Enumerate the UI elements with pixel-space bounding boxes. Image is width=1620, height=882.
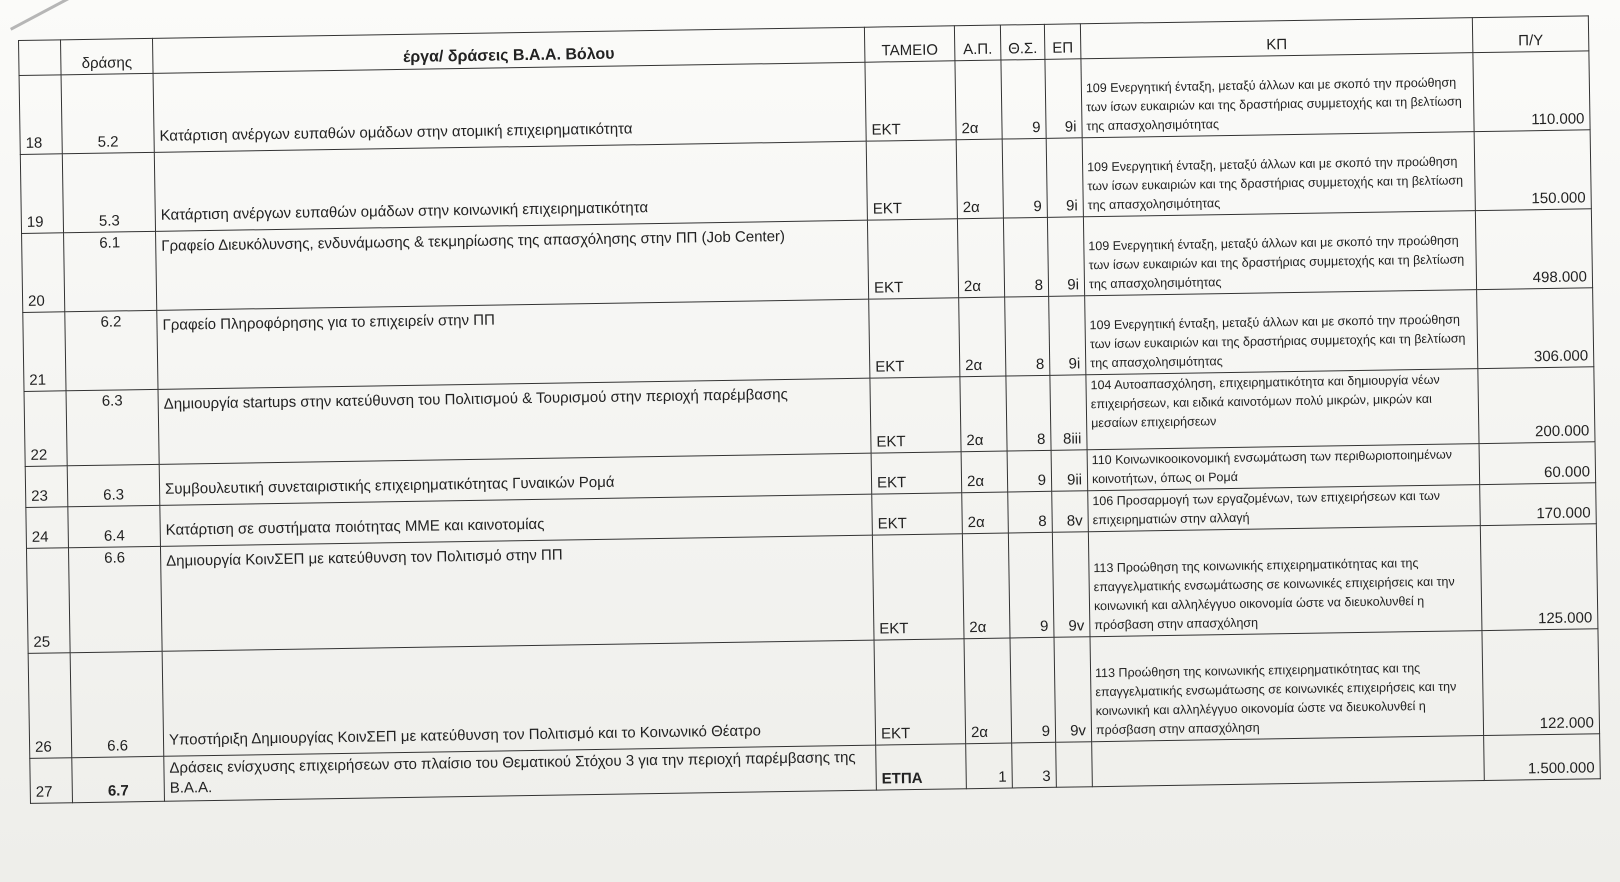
header-fund: ΤΑΜΕΙΟ	[864, 26, 955, 62]
budget: 60.000	[1479, 442, 1596, 485]
priority-axis: 2α	[960, 376, 1007, 452]
intervention-category: 110 Κοινωνικοοικονομική ενσωμάτωση των περιθωριοποιημένων κοινοτήτων, όπως οι Ρομά	[1087, 444, 1480, 491]
project-title: Δράσεις ενίσχυσης επιχειρήσεων στο πλαίσιο του Θεματικού Στόχου 3 για την περιοχή παρέμβασης της Β.Α.Α.	[164, 745, 877, 801]
fund: ΕΚΤ	[872, 534, 964, 640]
action-code: 5.2	[61, 73, 154, 153]
intervention-category: 106 Προσαρμογή των εργαζομένων, των επιχειρήσεων και των επιχειρηματιών στην αλλαγή	[1088, 485, 1481, 532]
priority-axis: 2α	[957, 218, 1004, 298]
project-title: Κατάρτιση ανέργων ευπαθών ομάδων στην ατομική επιχειρηματικότητα	[153, 62, 866, 152]
header-no	[19, 40, 62, 76]
fund: ΕΚΤ	[865, 61, 956, 141]
investment-priority: 9i	[1049, 296, 1086, 376]
priority-axis: 2α	[959, 297, 1006, 377]
intervention-category: 113 Προώθηση της κοινωνικής επιχειρηματικότητας και της επαγγελματικής ενσωμάτωσης σε κοινωνικές επιχειρήσεις και την κοινωνική και αλληλέγγυο οικονομία ώστε να διευκολυνθεί η πρόσβαση στην απασχόληση	[1090, 631, 1484, 742]
investment-priority: 9i	[1046, 138, 1083, 218]
project-title: Δημιουργία ΚοινΣΕΠ με κατεύθυνση τον Πολιτισμό στην ΠΠ	[160, 535, 874, 651]
header-title: έργα/ δράσεις Β.Α.Α. Βόλου	[152, 27, 864, 73]
budget: 306.000	[1477, 288, 1594, 369]
document-sheet	[18, 15, 1601, 804]
thematic-objective: 8	[1003, 217, 1048, 297]
header-py: Π/Υ	[1472, 16, 1589, 53]
investment-priority: 9v	[1054, 637, 1092, 743]
fund: ΕΚΤ	[871, 452, 962, 494]
thematic-objective: 3	[1012, 742, 1057, 788]
intervention-category: 113 Προώθηση της κοινωνικής επιχειρηματικότητας και της επαγγελματικής ενσωμάτωσης σε κοινωνικές επιχειρήσεις και την κοινωνική και αλληλέγγυο οικονομία ώστε να διευκολυνθεί η πρόσβαση στην απασχόληση	[1088, 526, 1482, 637]
action-code: 5.3	[62, 152, 155, 232]
project-title: Υποστήριξη Δημιουργίας ΚοινΣΕΠ με κατεύθυνση τον Πολιτισμό και το Κοινωνικό Θέατρο	[162, 640, 876, 756]
fund: ΕΚΤ	[869, 298, 960, 378]
intervention-category: 109 Ενεργητική ένταξη, μεταξύ άλλων και με σκοπό την προώθηση των ίσων ευκαιριών και της δραστήριας συμμετοχής και τη βελτίωση της απασχολησιμότητας	[1083, 211, 1476, 296]
fund: ΕΤΠΑ	[876, 744, 967, 790]
action-code: 6.3	[66, 389, 159, 465]
fund: ΕΚΤ	[872, 493, 963, 535]
row-number: 20	[22, 233, 65, 313]
budget: 125.000	[1480, 524, 1598, 631]
priority-axis: 2α	[962, 533, 1010, 639]
pen-stroke	[10, 0, 162, 31]
thematic-objective: 9	[1001, 59, 1046, 139]
priority-axis: 2α	[956, 139, 1003, 219]
fund: ΕΚΤ	[874, 639, 966, 745]
action-code: 6.7	[72, 756, 165, 802]
action-code: 6.3	[67, 464, 160, 506]
row-number: 22	[24, 391, 67, 467]
priority-axis: 2α	[964, 638, 1012, 744]
row-number: 21	[23, 312, 66, 392]
budget: 498.000	[1475, 209, 1592, 290]
intervention-category: 109 Ενεργητική ένταξη, μεταξύ άλλων και με σκοπό την προώθηση των ίσων ευκαιριών και της δραστήριας συμμετοχής και τη βελτίωση της απασχολησιμότητας	[1082, 132, 1475, 217]
investment-priority	[1056, 742, 1093, 788]
fund: ΕΚΤ	[866, 140, 957, 220]
project-title: Συμβουλευτική συνεταιριστικής επιχειρηματικότητας Γυναικών Ρομά	[159, 453, 872, 505]
row-number: 24	[26, 507, 69, 549]
budget: 200.000	[1478, 367, 1595, 444]
fund: ΕΚΤ	[867, 219, 958, 299]
row-number: 27	[30, 758, 73, 804]
row-number: 26	[28, 653, 72, 759]
row-number: 19	[20, 154, 63, 234]
thematic-objective: 9	[1007, 450, 1052, 492]
investment-priority: 8v	[1052, 491, 1089, 533]
intervention-category: 104 Αυτοαπασχόληση, επιχειρηματικότητα και δημιουργία νέων επιχειρήσεων, και ειδικά καινοτόμων πολύ μικρών, μικρών και μεσαίων επιχειρήσεων	[1086, 369, 1479, 450]
projects-table	[18, 15, 1601, 804]
header-kp: ΚΠ	[1080, 18, 1473, 59]
budget: 1.500.000	[1484, 734, 1601, 781]
row-number: 18	[19, 75, 62, 155]
project-title: Κατάρτιση σε συστήματα ποιότητας ΜΜΕ και καινοτομίας	[160, 494, 873, 546]
investment-priority: 9v	[1052, 532, 1090, 638]
project-title: Γραφείο Πληροφόρησης για το επιχειρείν στην ΠΠ	[157, 299, 870, 389]
intervention-category	[1092, 736, 1485, 787]
priority-axis: 2α	[962, 492, 1009, 534]
thematic-objective: 9	[1008, 532, 1054, 638]
row-number: 23	[25, 466, 68, 508]
action-code: 6.4	[68, 505, 161, 547]
intervention-category: 109 Ενεργητική ένταξη, μεταξύ άλλων και με σκοπό την προώθηση των ίσων ευκαιριών και της δραστήριας συμμετοχής και τη βελτίωση της απασχολησιμότητας	[1081, 53, 1474, 138]
project-title: Γραφείο Διευκόλυνσης, ενδυνάμωσης & τεκμηρίωσης της απασχόλησης στην ΠΠ (Job Center)	[156, 220, 869, 310]
header-ap: Α.Π.	[954, 25, 1001, 61]
priority-axis: 2α	[955, 60, 1002, 140]
action-code: 6.6	[70, 651, 164, 757]
priority-axis: 2α	[961, 451, 1008, 493]
thematic-objective: 8	[1005, 296, 1050, 376]
header-ep: ΕΠ	[1044, 24, 1081, 60]
project-title: Δημιουργία startups στην κατεύθυνση του Πολιτισμού & Τουρισμού στην περιοχή παρέμβασης	[158, 378, 871, 464]
budget: 150.000	[1474, 130, 1591, 211]
action-code: 6.1	[64, 231, 157, 311]
thematic-objective: 9	[1010, 637, 1056, 743]
budget: 170.000	[1480, 483, 1597, 526]
thematic-objective: 8	[1008, 491, 1053, 533]
investment-priority: 9i	[1047, 217, 1084, 297]
row-number: 25	[26, 548, 70, 654]
investment-priority: 9i	[1045, 59, 1082, 139]
thematic-objective: 9	[1002, 138, 1047, 218]
action-code: 6.6	[68, 546, 162, 652]
investment-priority: 8iii	[1050, 375, 1087, 451]
budget: 110.000	[1473, 51, 1590, 132]
project-title: Κατάρτιση ανέργων ευπαθών ομάδων στην κοινωνική επιχειρηματικότητα	[154, 141, 867, 231]
investment-priority: 9ii	[1051, 450, 1088, 492]
fund: ΕΚΤ	[870, 377, 961, 453]
action-code: 6.2	[65, 310, 158, 390]
header-th: Θ.Σ.	[1000, 24, 1045, 60]
thematic-objective: 8	[1006, 375, 1051, 451]
header-action: δράσης	[61, 38, 154, 74]
budget: 122.000	[1482, 629, 1600, 736]
intervention-category: 109 Ενεργητική ένταξη, μεταξύ άλλων και με σκοπό την προώθηση των ίσων ευκαιριών και της δραστήριας συμμετοχής και τη βελτίωση της απασχολησιμότητας	[1085, 290, 1478, 375]
priority-axis: 1	[966, 743, 1013, 789]
